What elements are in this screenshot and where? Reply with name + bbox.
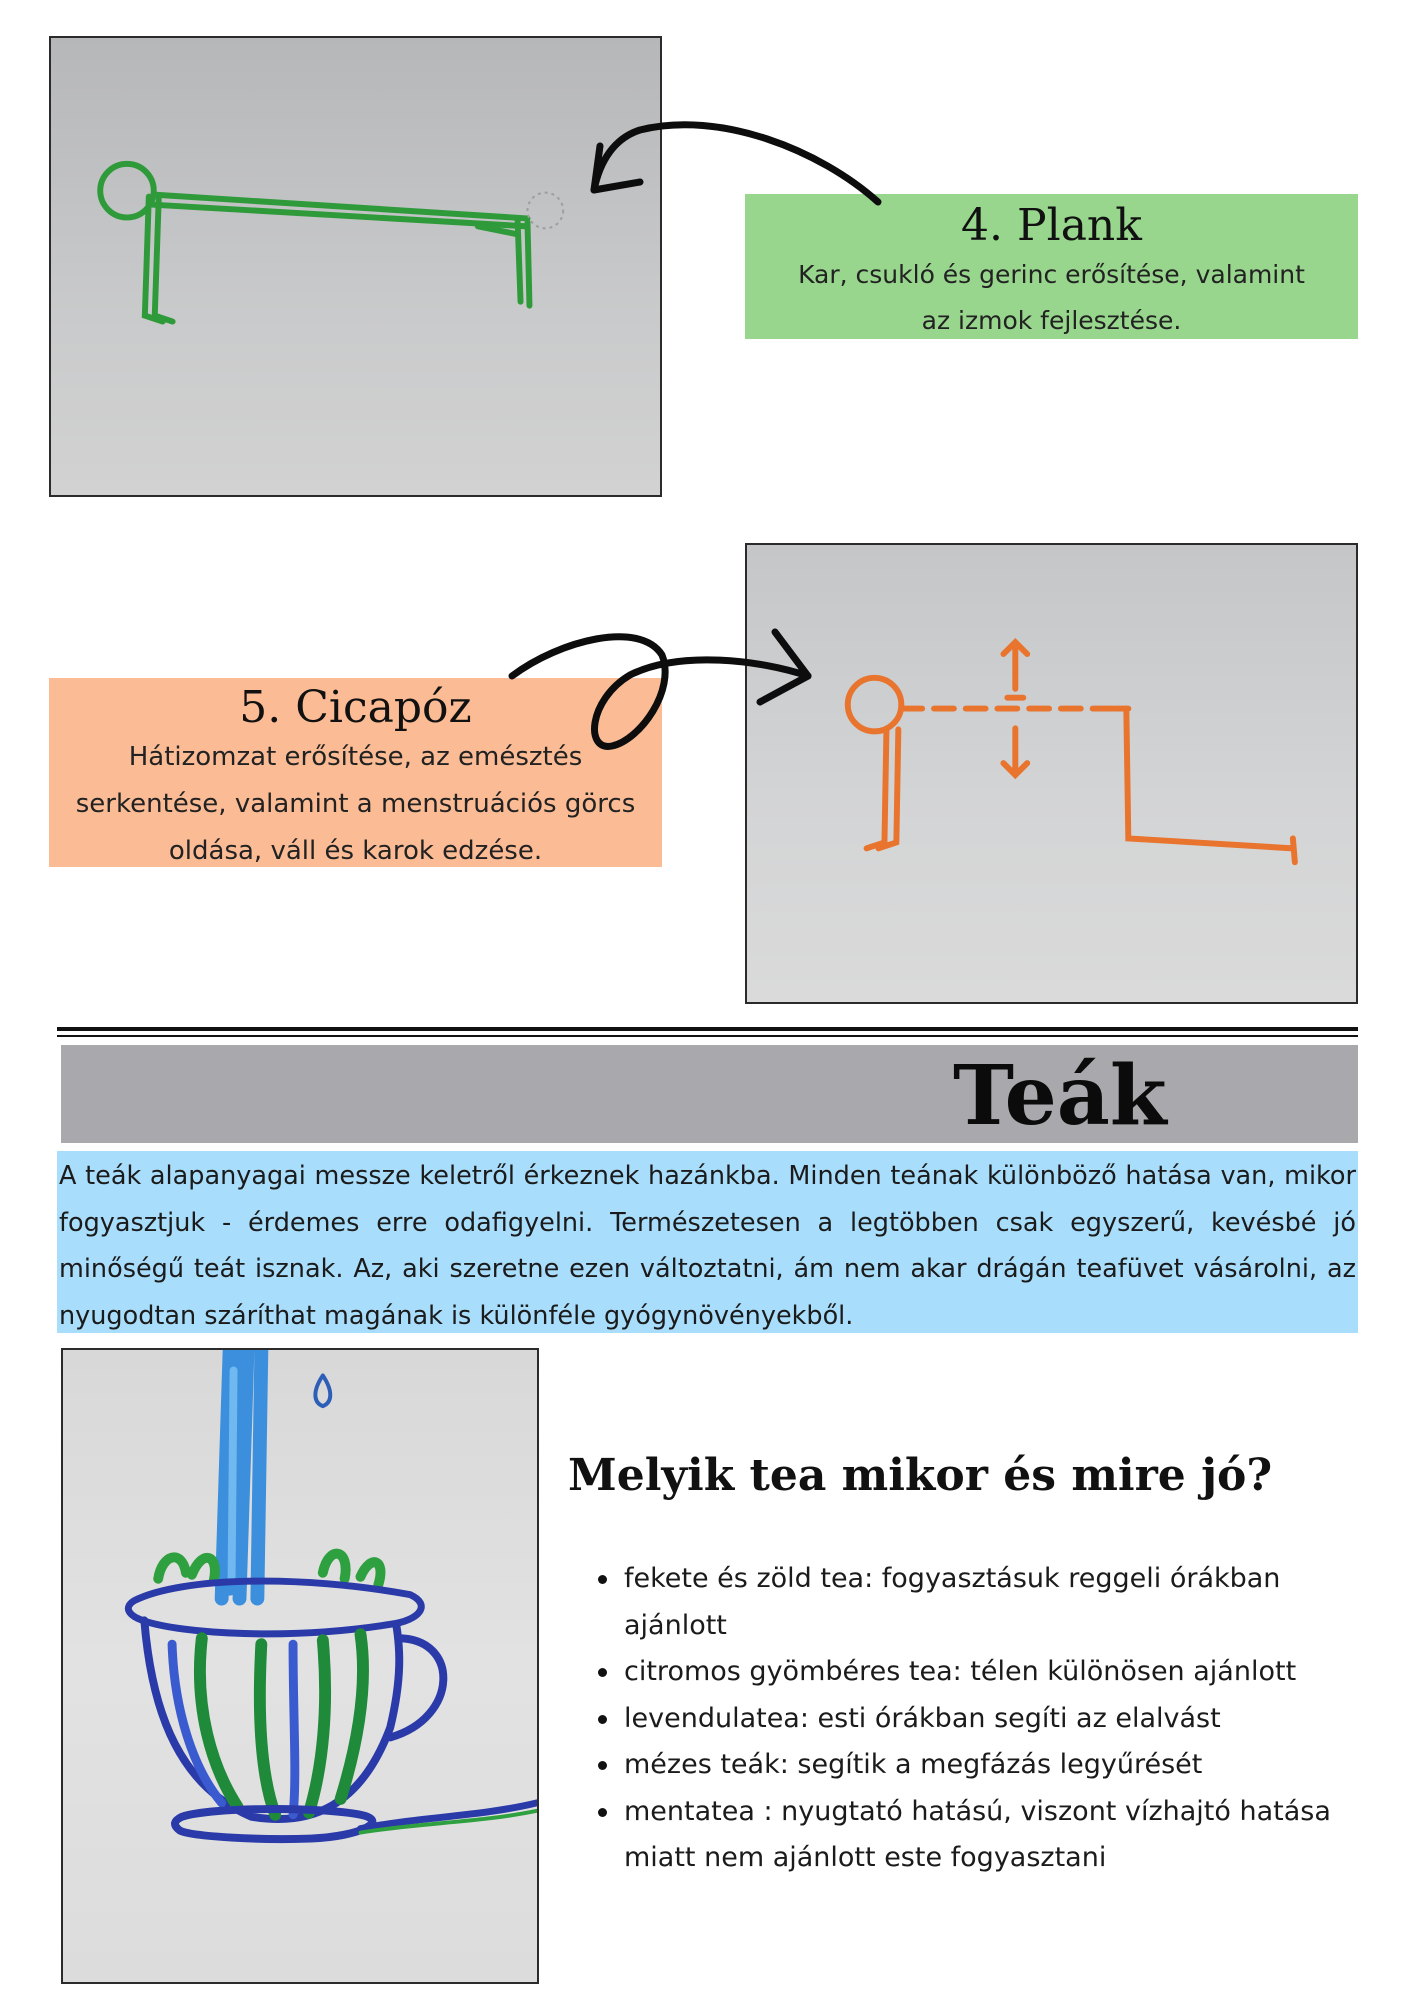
teas-header-bar	[61, 1045, 1358, 1143]
plank-stick-figure	[51, 38, 660, 495]
list-item: levendulatea: esti órákban segíti az elalvást	[624, 1696, 1344, 1743]
teas-intro-paragraph: A teák alapanyagai messze keletről érkeznek hazánkba. Minden teának különböző hatása van, mikor fogyasztjuk - érdemes erre odafigyelni. Természetesen a legtöbben csak egyszerű, kevésbé jó minőségű teát isznak. Az, aki szeretne ezen változtatni, ám nem akar drágán teafüvet vásárolni, az nyugodtan száríthat magának is különféle gyógynövényekből.	[57, 1151, 1358, 1333]
plank-drawing-photo	[49, 36, 662, 497]
tea-cup-drawing-photo	[61, 1348, 539, 1984]
section-divider-thick	[57, 1027, 1358, 1031]
section-divider-thin	[57, 1035, 1358, 1037]
cat-pose-description-line-1: Hátizomzat erősítése, az emésztés	[128, 742, 583, 772]
tea-cup-drawing	[63, 1350, 537, 1982]
tea-tips-list	[624, 1556, 1344, 1882]
list-item: mentatea : nyugtató hatású, viszont vízhajtó hatása miatt nem ajánlott este fogyasztani	[624, 1789, 1344, 1882]
cat-pose-stick-figure	[747, 545, 1356, 1002]
tea-question-heading: Melyik tea mikor és mire jó?	[568, 1450, 1273, 1501]
plank-title: 4. Plank	[961, 200, 1142, 251]
list-item: fekete és zöld tea: fogyasztásuk reggeli órákban ajánlott	[624, 1556, 1344, 1649]
plank-description-line-1: Kar, csukló és gerinc erősítése, valamint	[798, 260, 1305, 289]
list-item: citromos gyömbéres tea: télen különösen ajánlott	[624, 1649, 1344, 1696]
cat-pose-description-line-2: serkentése, valamint a menstruációs görcs	[75, 789, 636, 819]
cat-pose-description-line-3: oldása, váll és karok edzése.	[168, 836, 543, 866]
plank-description-line-2: az izmok fejlesztése.	[921, 306, 1182, 335]
cat-pose-title: 5. Cicapóz	[239, 682, 472, 733]
cat-pose-drawing-photo	[745, 543, 1358, 1004]
list-item: mézes teák: segítik a megfázás legyűrését	[624, 1742, 1344, 1789]
plank-callout	[745, 194, 1358, 339]
cat-pose-callout	[49, 678, 662, 867]
teas-heading: Teák	[953, 1048, 1167, 1144]
